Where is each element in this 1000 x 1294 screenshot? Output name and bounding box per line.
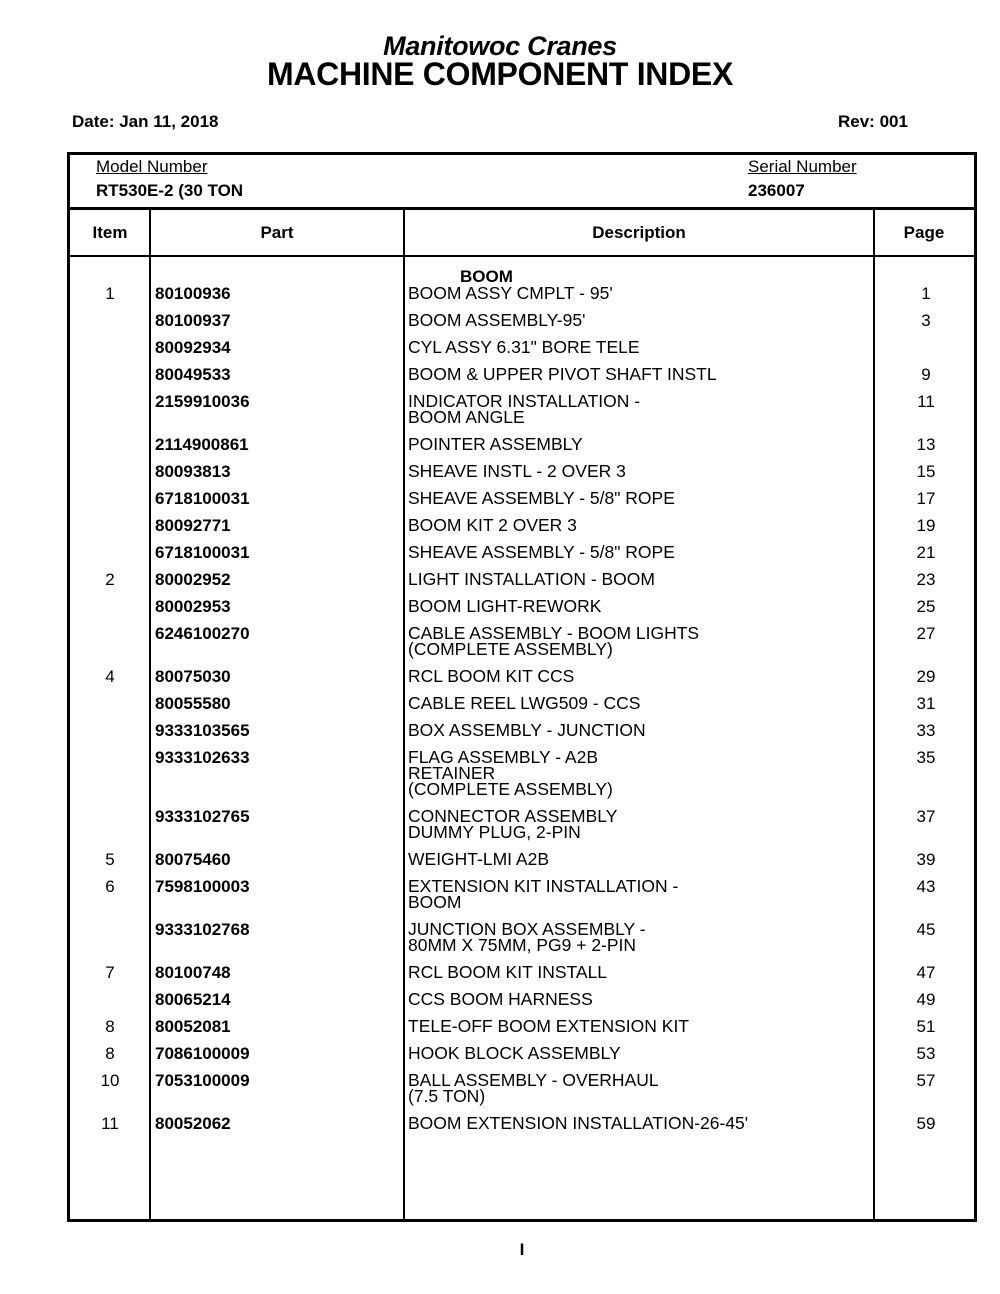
page-reference: 3 xyxy=(921,311,931,330)
page-reference: 23 xyxy=(916,570,936,589)
table-row xyxy=(70,544,974,571)
page-title: MACHINE COMPONENT INDEX xyxy=(266,56,733,92)
part-number: 80100936 xyxy=(155,284,231,303)
part-description: RCL BOOM KIT INSTALL xyxy=(408,962,608,982)
page-reference: 19 xyxy=(916,516,936,535)
part-number: 80055580 xyxy=(155,694,231,713)
page-reference: 49 xyxy=(916,990,936,1009)
table-row xyxy=(70,808,974,851)
page-reference: 29 xyxy=(916,667,936,686)
divider xyxy=(70,255,974,257)
column-header-page: Page xyxy=(903,223,945,242)
page-reference: 1 xyxy=(921,284,931,303)
part-number: 6718100031 xyxy=(155,543,250,562)
part-description: CCS BOOM HARNESS xyxy=(408,989,593,1009)
table-row xyxy=(70,1045,974,1072)
part-number: 6246100270 xyxy=(155,624,250,643)
page-reference: 37 xyxy=(916,807,936,826)
part-description: WEIGHT-LMI A2B xyxy=(408,849,549,869)
part-number: 80100937 xyxy=(155,311,231,330)
part-description: BOOM KIT 2 OVER 3 xyxy=(408,515,577,535)
model-number-value: RT530E-2 (30 TON xyxy=(96,181,244,200)
table-row xyxy=(70,436,974,463)
part-description: POINTER ASSEMBLY xyxy=(408,434,583,454)
page-reference: 51 xyxy=(916,1017,936,1036)
part-number: 80092771 xyxy=(155,516,231,535)
table-row xyxy=(70,1115,974,1142)
table-row xyxy=(70,463,974,490)
part-description: BOX ASSEMBLY - JUNCTION xyxy=(408,720,646,740)
table-row xyxy=(70,625,974,668)
part-number: 80052062 xyxy=(155,1114,231,1133)
table-row xyxy=(70,695,974,722)
item-number: 6 xyxy=(105,877,115,896)
part-description: BOOM EXTENSION INSTALLATION-26-45' xyxy=(408,1113,749,1133)
page-reference: 11 xyxy=(917,392,935,411)
part-number: 7086100009 xyxy=(155,1044,250,1063)
table-row xyxy=(70,921,974,964)
item-number: 8 xyxy=(105,1017,115,1036)
table-row xyxy=(70,722,974,749)
page-reference: 25 xyxy=(916,597,936,616)
part-number: 80092934 xyxy=(155,338,231,357)
table-row xyxy=(70,312,974,339)
part-number: 9333102633 xyxy=(155,748,250,767)
page-reference: 39 xyxy=(916,850,936,869)
part-number: 6718100031 xyxy=(155,489,250,508)
table-row xyxy=(70,1018,974,1045)
part-number: 80002952 xyxy=(155,570,231,589)
table-row xyxy=(70,285,974,312)
table-row xyxy=(70,598,974,625)
table-row xyxy=(70,490,974,517)
serial-number-label: Serial Number xyxy=(748,157,857,176)
page-reference: 57 xyxy=(916,1071,936,1090)
part-number: 2159910036 xyxy=(155,392,250,411)
part-number: 9333102765 xyxy=(155,807,250,826)
part-description: CYL ASSY 6.31" BORE TELE xyxy=(408,337,640,357)
date-label: Date: Jan 11, 2018 xyxy=(72,112,219,131)
column-header-description: Description xyxy=(592,223,686,242)
part-number: 80093813 xyxy=(155,462,231,481)
page-reference: 17 xyxy=(916,489,936,508)
column-header-part: Part xyxy=(260,223,294,242)
item-number: 8 xyxy=(105,1044,115,1063)
part-number: 80100748 xyxy=(155,963,231,982)
page-reference: 35 xyxy=(916,748,936,767)
table-row xyxy=(70,749,974,808)
part-description: SHEAVE ASSEMBLY - 5/8" ROPE xyxy=(408,542,675,562)
table-row xyxy=(70,668,974,695)
part-description: SHEAVE ASSEMBLY - 5/8" ROPE xyxy=(408,488,675,508)
part-description: HOOK BLOCK ASSEMBLY xyxy=(408,1043,621,1063)
serial-number-value: 236007 xyxy=(748,181,805,200)
page-reference: 15 xyxy=(916,462,936,481)
page-reference: 45 xyxy=(916,920,936,939)
page-number: I xyxy=(519,1240,525,1259)
part-number: 9333102768 xyxy=(155,920,250,939)
part-description: TELE-OFF BOOM EXTENSION KIT xyxy=(408,1016,689,1036)
part-number: 2114900861 xyxy=(155,435,249,454)
table-row xyxy=(70,571,974,598)
table-row xyxy=(70,991,974,1018)
page-reference: 27 xyxy=(916,624,936,643)
column-header-item: Item xyxy=(92,223,128,242)
page-reference: 59 xyxy=(916,1114,936,1133)
table-row xyxy=(70,1072,974,1115)
page-reference: 47 xyxy=(916,963,936,982)
table-row xyxy=(70,517,974,544)
table-row xyxy=(70,878,974,921)
part-description: BOOM ASSEMBLY-95' xyxy=(408,310,586,330)
item-number: 5 xyxy=(105,850,115,869)
item-number: 10 xyxy=(100,1071,120,1090)
section-title: BOOM xyxy=(460,267,513,286)
part-description: INDICATOR INSTALLATION - BOOM ANGLE xyxy=(408,391,641,427)
item-number: 11 xyxy=(101,1114,119,1133)
component-table xyxy=(67,152,977,1222)
part-description: RCL BOOM KIT CCS xyxy=(408,666,575,686)
page-reference: 33 xyxy=(916,721,936,740)
part-description: CABLE ASSEMBLY - BOOM LIGHTS (COMPLETE ASSEMBLY) xyxy=(408,623,700,659)
table-row xyxy=(70,851,974,878)
part-description: SHEAVE INSTL - 2 OVER 3 xyxy=(408,461,626,481)
part-description: CABLE REEL LWG509 - CCS xyxy=(408,693,641,713)
part-number: 80075030 xyxy=(155,667,231,686)
page-reference: 21 xyxy=(916,543,936,562)
part-description: FLAG ASSEMBLY - A2B RETAINER (COMPLETE ASSEMBLY) xyxy=(408,747,613,799)
company-name: Manitowoc Cranes xyxy=(383,31,617,61)
part-description: LIGHT INSTALLATION - BOOM xyxy=(408,569,655,589)
part-number: 80065214 xyxy=(155,990,231,1009)
part-number: 80075460 xyxy=(155,850,231,869)
item-number: 7 xyxy=(105,963,115,982)
page-reference: 31 xyxy=(916,694,936,713)
divider xyxy=(70,207,974,210)
item-number: 1 xyxy=(105,284,115,303)
part-number: 7053100009 xyxy=(155,1071,250,1090)
table-row xyxy=(70,366,974,393)
table-row xyxy=(70,393,974,436)
table-row xyxy=(70,964,974,991)
table-row xyxy=(70,339,974,366)
part-description: EXTENSION KIT INSTALLATION - BOOM xyxy=(408,876,679,912)
part-description: BOOM ASSY CMPLT - 95' xyxy=(408,283,613,303)
table-body xyxy=(70,285,974,1142)
part-description: BOOM & UPPER PIVOT SHAFT INSTL xyxy=(408,364,717,384)
part-description: BALL ASSEMBLY - OVERHAUL (7.5 TON) xyxy=(408,1070,659,1106)
part-number: 9333103565 xyxy=(155,721,250,740)
item-number: 2 xyxy=(105,570,115,589)
part-number: 80049533 xyxy=(155,365,231,384)
page-reference: 53 xyxy=(916,1044,936,1063)
revision-label: Rev: 001 xyxy=(838,112,908,131)
part-number: 80052081 xyxy=(155,1017,231,1036)
part-number: 7598100003 xyxy=(155,877,250,896)
page-reference: 9 xyxy=(921,365,931,384)
page-reference: 43 xyxy=(916,877,936,896)
item-number: 4 xyxy=(105,667,115,686)
part-description: CONNECTOR ASSEMBLY DUMMY PLUG, 2-PIN xyxy=(408,806,618,842)
model-number-label: Model Number xyxy=(96,157,208,176)
part-description: BOOM LIGHT-REWORK xyxy=(408,596,602,616)
page-reference: 13 xyxy=(916,435,936,454)
part-description: JUNCTION BOX ASSEMBLY - 80MM X 75MM, PG9 + 2-PIN xyxy=(408,919,646,955)
part-number: 80002953 xyxy=(155,597,231,616)
